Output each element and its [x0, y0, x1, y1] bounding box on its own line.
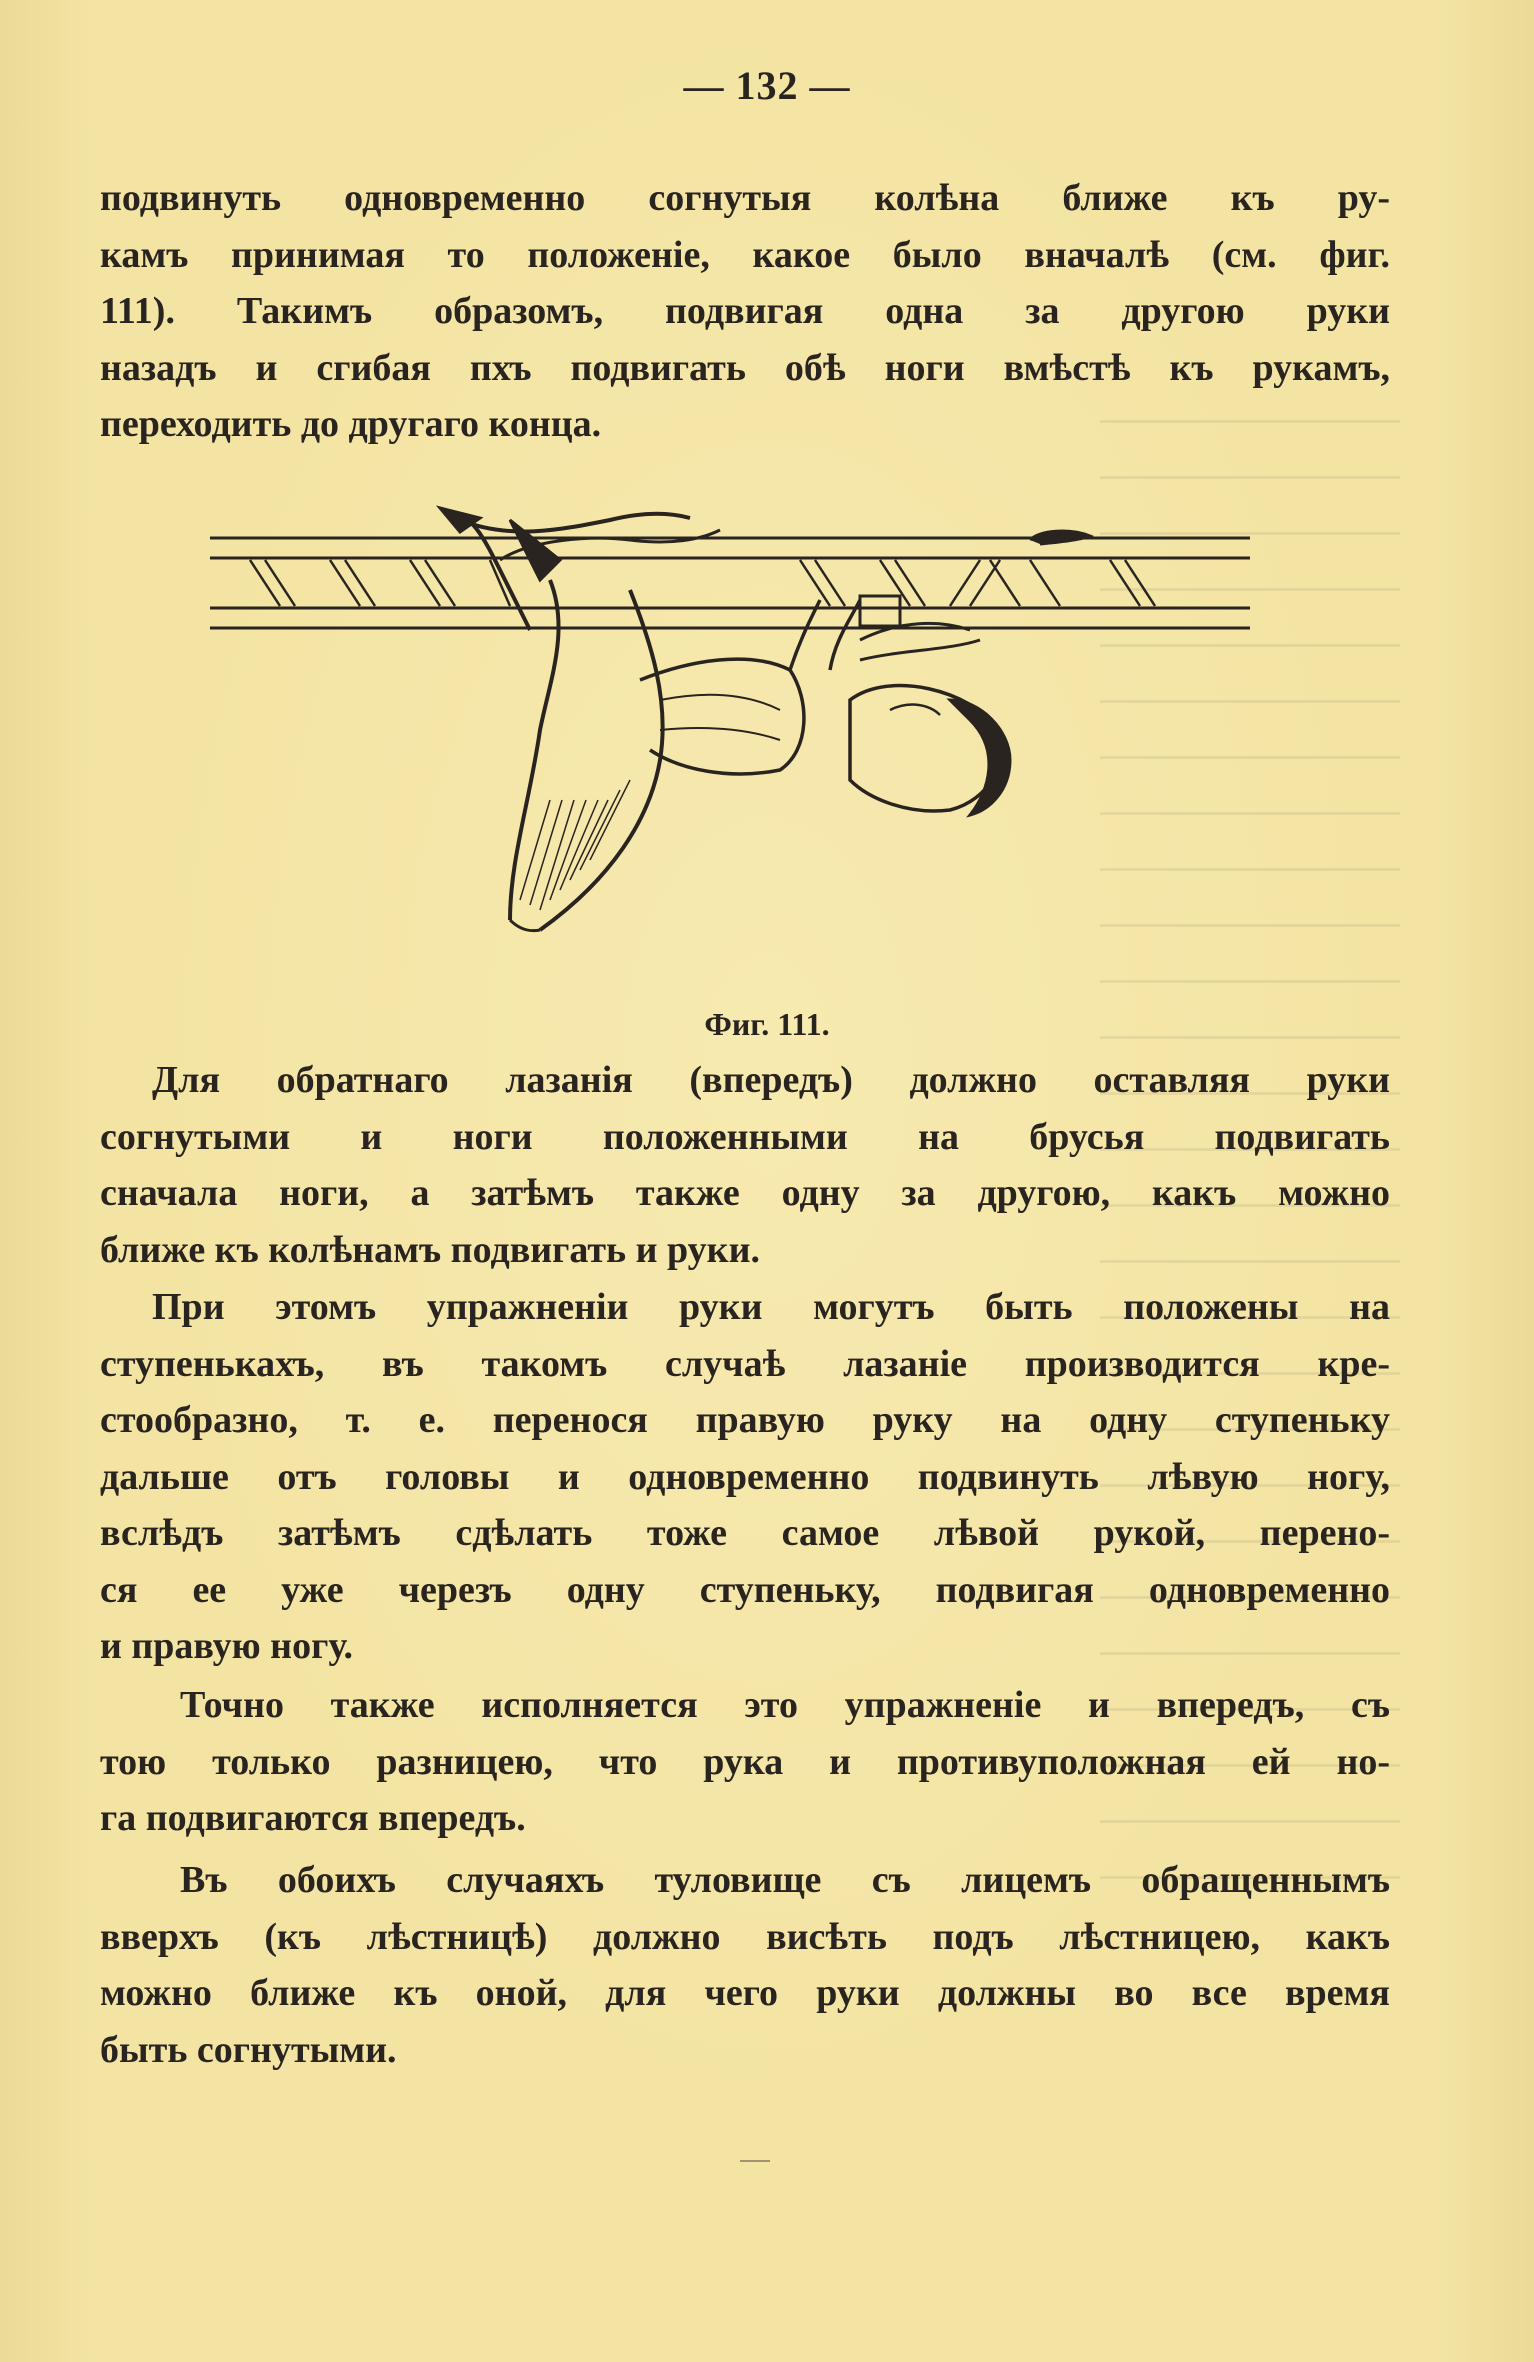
text-line: тою только разницею, что рука и противуположная ей но- [100, 1740, 1390, 1783]
text-line: переходить до другаго конца. [100, 403, 602, 445]
ladder-climbing-drawing [210, 500, 1250, 950]
paragraph-3 [100, 1677, 1390, 1847]
text-line: подвинуть одновременно согнутыя колѣна ближе къ ру- [100, 177, 1390, 219]
paragraph-top [100, 170, 1390, 453]
text-line: вверхъ (къ лѣстницѣ) должно висѣть подъ лѣстницею, какъ [100, 1915, 1390, 1958]
show-through-mark [740, 2160, 770, 2162]
text-line: можно ближе къ оной, для чего руки должны во все время [100, 1972, 1390, 2014]
text-line: ся ее уже черезъ одну ступеньку, подвигая одновременно [100, 1568, 1390, 1611]
text-line: и правую ногу. [100, 1625, 354, 1667]
text-line: сначала ноги, а затѣмъ также одну за другою, какъ можно [100, 1172, 1390, 1214]
figure-caption: Фиг. 111. [704, 1006, 830, 1042]
text-line: согнутыми и ноги положенными на брусья подвигать [100, 1115, 1390, 1158]
text-line: вслѣдъ затѣмъ сдѣлать тоже самое лѣвой рукой, перено- [100, 1512, 1390, 1554]
text-line: Точно также исполняется это упражненіе и впередъ, съ [180, 1684, 1390, 1726]
paragraph-1 [100, 1052, 1390, 1278]
text-line: ближе къ колѣнамъ подвигать и руки. [100, 1228, 760, 1271]
text-line: камъ принимая то положеніе, какое было вначалѣ (см. фиг. [100, 233, 1390, 276]
text-line: ступенькахъ, въ такомъ случаѣ лазаніе производится кре- [100, 1342, 1390, 1385]
text-line: быть согнутыми. [100, 2028, 397, 2071]
text-line: дальше отъ головы и одновременно подвинуть лѣвую ногу, [100, 1455, 1390, 1498]
text-line: Для обратнаго лазанія (впередъ) должно оставляя руки [152, 1059, 1390, 1101]
paragraph-2 [100, 1279, 1390, 1675]
text-line: стообразно, т. е. перенося правую руку на одну ступеньку [100, 1399, 1390, 1441]
text-line: Въ обоихъ случаяхъ туловище съ лицемъ обращеннымъ [180, 1859, 1390, 1901]
text-line: 111). Такимъ образомъ, подвигая одна за другою руки [100, 290, 1390, 332]
paragraph-4 [100, 1852, 1390, 2078]
text-line: га подвигаются впередъ. [100, 1797, 526, 1839]
text-line: При этомъ упражненіи руки могутъ быть положены на [152, 1286, 1390, 1328]
text-line: назадъ и сгибая пхъ подвигать обѣ ноги вмѣстѣ къ рукамъ, [100, 346, 1390, 389]
figure-illustration [210, 500, 1250, 950]
page-number: — 132 — [683, 63, 851, 108]
